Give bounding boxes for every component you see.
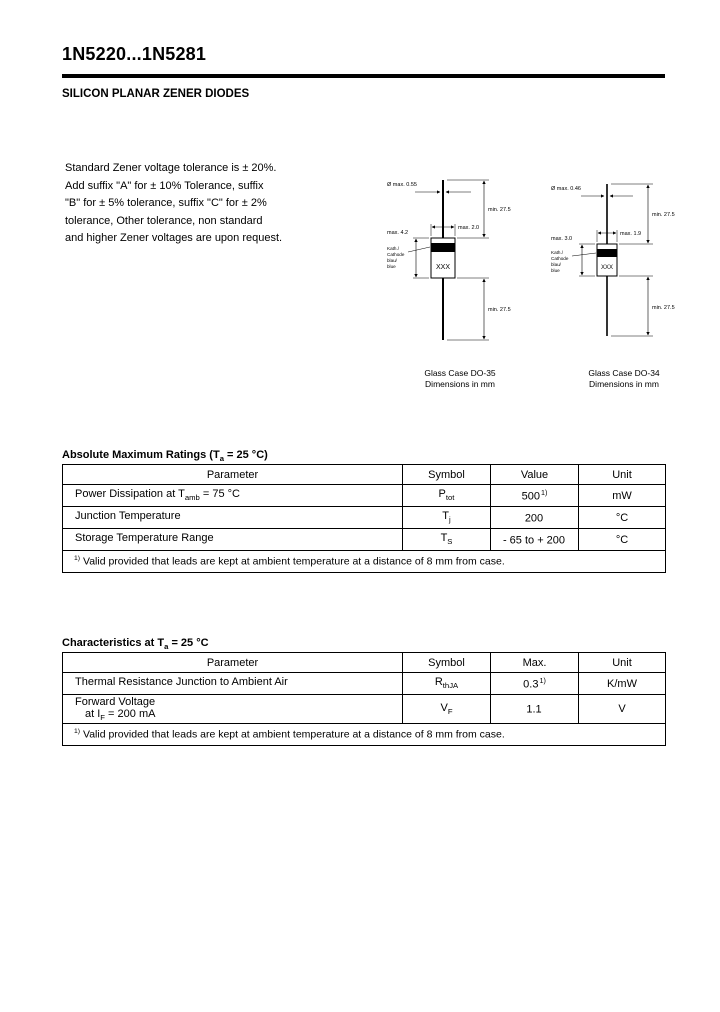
characteristics-heading-text: Characteristics at T: [62, 637, 165, 649]
table-row: [63, 529, 666, 551]
do35-lead-top-label: min. 27.5: [488, 207, 511, 213]
footnote-text: Valid provided that leads are kept at ambient temperature at a distance of 8 mm from case.: [82, 555, 505, 568]
cell-value: [491, 507, 579, 529]
parameter-sub: amb: [184, 493, 200, 503]
intro-paragraph: [65, 160, 385, 248]
col-header-parameter: Parameter: [63, 653, 403, 673]
do35-cathode-band: [431, 243, 455, 252]
table-footnote: [63, 551, 666, 573]
parameter-text: = 75 °C: [199, 488, 240, 501]
symbol-sub: F: [447, 707, 453, 717]
parameter-line2: [75, 708, 398, 722]
do34-body: [597, 244, 617, 276]
do34-band-note: blau/: [551, 262, 561, 267]
cell-value: [491, 673, 579, 695]
characteristics-heading: [62, 637, 209, 651]
do35-caption-line1: Glass Case DO-35: [424, 368, 496, 378]
abs-max-table: [62, 464, 666, 573]
do34-band-leader-line: [572, 253, 596, 256]
parameter-text: Thermal Resistance Junction to Ambient Air: [75, 676, 288, 689]
footnote-text: Valid provided that leads are kept at ambient temperature at a distance of 8 mm from case.: [82, 728, 505, 741]
characteristics-heading-text: = 25 °C: [168, 637, 209, 649]
symbol-base: T: [442, 510, 449, 523]
table-row: [63, 507, 666, 529]
value-footnote-ref: 1): [541, 488, 548, 497]
table-row: [63, 673, 666, 695]
do34-caption: [549, 368, 699, 389]
package-figures: [385, 170, 699, 389]
table-footnote: [63, 724, 666, 746]
do35-lead-bottom-label: min. 27.5: [488, 307, 511, 313]
do35-body-len-label: max. 4.2: [387, 230, 409, 236]
figure-do35: [385, 170, 535, 389]
page-title: 1N5220...1N5281: [62, 44, 207, 64]
parameter-line1: Forward Voltage: [75, 696, 156, 708]
do35-caption-line2: Dimensions in mm: [425, 378, 495, 389]
intro-line: tolerance, Other tolerance, non standard: [65, 214, 263, 227]
cell-unit: °C: [579, 507, 666, 529]
do35-type-code: XXX: [435, 264, 451, 271]
parameter-text: Junction Temperature: [75, 510, 181, 523]
title-rule: [62, 74, 665, 78]
do34-type-code: XXX: [600, 265, 614, 271]
cell-parameter: [63, 485, 403, 507]
col-header-parameter: Parameter: [63, 465, 403, 485]
cell-unit: °C: [579, 529, 666, 551]
symbol-sub: thJA: [442, 681, 459, 691]
do34-lead-bottom-label: min. 27.5: [652, 305, 675, 311]
do35-band-note: Kath./: [387, 246, 400, 251]
footnote-row: [63, 551, 666, 573]
symbol-sub: tot: [445, 493, 455, 503]
cell-unit: V: [579, 695, 666, 724]
do34-lead-top-label: min. 27.5: [652, 212, 675, 218]
value-text: - 65 to + 200: [502, 534, 566, 547]
value-footnote-ref: 1): [539, 676, 546, 685]
do34-band-note: Kath./: [551, 250, 564, 255]
cell-value: [491, 695, 579, 724]
symbol-base: R: [434, 676, 443, 689]
abs-max-header-row: [63, 465, 666, 485]
do34-band-note: Cathode: [551, 256, 569, 261]
do35-lead-dia-label: Ø max. 0.55: [387, 182, 417, 188]
do34-cathode-band: [597, 249, 617, 257]
cell-symbol: [403, 673, 491, 695]
do34-caption-line2: Dimensions in mm: [589, 378, 659, 389]
footnote-ref: 1): [74, 554, 81, 562]
footnote-ref: 1): [74, 727, 81, 735]
parameter-text: = 200 mA: [105, 708, 156, 720]
parameter-text: at I: [85, 708, 101, 720]
value-text: 500: [521, 490, 540, 503]
do35-band-note: blue: [387, 264, 396, 269]
do34-drawing-svg: [549, 170, 699, 366]
col-header-symbol: Symbol: [403, 465, 491, 485]
abs-max-heading-sub: a: [219, 454, 224, 464]
do35-band-note: blau/: [387, 258, 397, 263]
abs-max-heading-text: Absolute Maximum Ratings (T: [62, 449, 220, 461]
value-text: 0.3: [523, 678, 539, 691]
cell-symbol: [403, 529, 491, 551]
abs-max-heading-text: = 25 °C): [223, 449, 268, 461]
page-subtitle: SILICON PLANAR ZENER DIODES: [62, 88, 250, 100]
cell-parameter: [63, 529, 403, 551]
cell-symbol: [403, 695, 491, 724]
do34-band-note: blue: [551, 268, 560, 273]
do35-body-dia-label: max. 2.0: [458, 225, 480, 231]
do34-caption-line1: Glass Case DO-34: [588, 368, 660, 378]
cell-parameter: [63, 673, 403, 695]
intro-line: Standard Zener voltage tolerance is ± 20%.: [65, 162, 277, 174]
do35-drawing-svg: [385, 170, 535, 366]
value-text: 1.1: [526, 703, 542, 716]
col-header-symbol: Symbol: [403, 653, 491, 673]
col-header-unit: Unit: [579, 653, 666, 673]
symbol-base: V: [440, 702, 448, 714]
symbol-base: T: [440, 532, 448, 545]
table-row: [63, 695, 666, 724]
col-header-max: Max.: [491, 653, 579, 673]
cell-unit: mW: [579, 485, 666, 507]
parameter-sub: F: [100, 713, 105, 723]
do35-band-leader-line: [408, 247, 430, 252]
cell-parameter: [63, 507, 403, 529]
characteristics-heading-sub: a: [164, 642, 169, 652]
do35-caption: [385, 368, 535, 389]
cell-value: [491, 529, 579, 551]
do35-band-note: Cathode: [387, 252, 405, 257]
intro-line: Add suffix "A" for ± 10% Tolerance, suffix: [65, 179, 264, 192]
parameter-text: Power Dissipation at T: [75, 488, 185, 501]
cell-symbol: [403, 507, 491, 529]
characteristics-table: [62, 652, 666, 746]
symbol-base: P: [438, 488, 446, 501]
value-text: 200: [524, 512, 544, 525]
col-header-unit: Unit: [579, 465, 666, 485]
do34-body-dia-label: max. 1.9: [620, 231, 642, 237]
parameter-text: Storage Temperature Range: [75, 532, 214, 545]
footnote-row: [63, 724, 666, 746]
intro-line: and higher Zener voltages are upon request.: [65, 232, 283, 244]
symbol-sub: S: [447, 537, 453, 547]
characteristics-header-row: [63, 653, 666, 673]
col-header-value: Value: [491, 465, 579, 485]
table-row: [63, 485, 666, 507]
cell-value: [491, 485, 579, 507]
cell-unit: K/mW: [579, 673, 666, 695]
do34-body-len-label: max. 3.0: [551, 236, 573, 242]
abs-max-heading: [62, 449, 268, 463]
intro-line: "B" for ± 5% tolerance, suffix "C" for ± 2%: [65, 197, 267, 209]
cell-symbol: [403, 485, 491, 507]
figure-do34: [549, 170, 699, 389]
cell-parameter: [63, 695, 403, 724]
symbol-sub: j: [449, 515, 451, 525]
do34-lead-dia-label: Ø max. 0.46: [551, 186, 581, 192]
